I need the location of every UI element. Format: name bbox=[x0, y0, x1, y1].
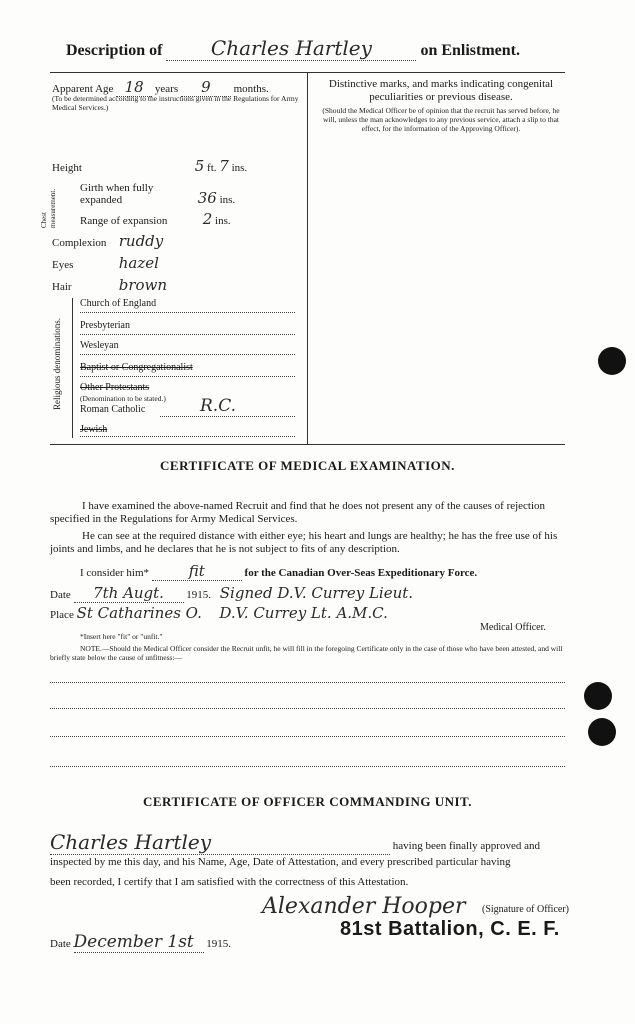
religion-line bbox=[80, 436, 295, 437]
religion-church-of-england: Church of England bbox=[80, 298, 157, 309]
religion-roman-catholic: Roman Catholic bbox=[80, 404, 146, 415]
religion-line bbox=[80, 312, 295, 313]
commanding-heading: CERTIFICATE OF OFFICER COMMANDING UNIT. bbox=[143, 794, 472, 809]
religion-line bbox=[80, 354, 295, 355]
apparent-age-row: Apparent Age 18 years 9 months. bbox=[52, 78, 269, 96]
commanding-line1: Charles Hartley having been finally approved and bbox=[50, 830, 540, 854]
religion-line bbox=[160, 416, 295, 417]
medical-place-value: St Catharines O. bbox=[76, 604, 202, 622]
unfit-note: NOTE.—Should the Medical Officer consider the Recruit unfit, he will fill in the foregoing Certificate only in the case of those who have been attested, and will briefly state below the cause of unfitness:— bbox=[50, 644, 563, 662]
religion-wesleyan: Wesleyan bbox=[80, 340, 119, 351]
range-value: 2 bbox=[202, 210, 213, 228]
religion-jewish: Jewish bbox=[80, 424, 108, 435]
religion-presbyterian: Presbyterian bbox=[80, 320, 130, 331]
title-suffix: on Enlistment. bbox=[420, 42, 521, 59]
religion-rc-value: R.C. bbox=[200, 396, 237, 416]
commanding-line3: been recorded, I certify that I am satisfied with the correctness of this Attestation. bbox=[50, 876, 409, 888]
medical-para2: He can see at the required distance with either eye; his heart and lungs are healthy; he has the free use of his joints and limbs, and he declares that he is not subject to fits of any description. bbox=[50, 530, 558, 555]
title-prefix: Description of bbox=[66, 42, 163, 59]
hair-row: Hair brown bbox=[52, 276, 168, 294]
column-divider bbox=[307, 72, 308, 444]
religion-baptist: Baptist or Congregationalist bbox=[80, 362, 193, 373]
height-in-value: 7 bbox=[219, 157, 229, 175]
girth-value: 36 bbox=[197, 189, 217, 207]
medical-signed: Signed D.V. Currey Lieut. bbox=[219, 584, 414, 602]
consider-row: I consider him* fit for the Canadian Over-Seas Expeditionary Force. bbox=[80, 562, 478, 580]
insert-note: *Insert here "fit" or "unfit." bbox=[80, 632, 163, 641]
chest-side-label: Chest measurement. bbox=[40, 188, 57, 228]
range-row: Range of expansion 2 ins. bbox=[80, 210, 231, 228]
complexion-row: Complexion ruddy bbox=[52, 232, 164, 250]
age-note: (To be determined according to the instructions given in the Regulations for Army Medical Services.) bbox=[52, 94, 299, 112]
recruit-name: Charles Hartley bbox=[166, 36, 416, 61]
commanding-date-row: Date December 1st 1915. bbox=[50, 932, 232, 952]
medical-date-row: Date 7th Augt. 1915. Signed D.V. Currey Lieut. bbox=[50, 584, 414, 602]
distinctive-marks-note: (Should the Medical Officer be of opinion that the recruit has served before, he will, unless the man acknowledges to any previous service, attach a slip to that effect, for the information of the Approving Officer). bbox=[322, 106, 560, 133]
signature-label: (Signature of Officer) bbox=[482, 904, 570, 915]
hair-value: brown bbox=[118, 276, 168, 294]
frame-bottom bbox=[50, 444, 565, 445]
unfitness-line bbox=[50, 766, 565, 767]
eyes-row: Eyes hazel bbox=[52, 254, 159, 272]
height-row: Height 5 ft. 7 ins. bbox=[52, 157, 248, 175]
medical-officer-signature: D.V. Currey Lt. A.M.C. bbox=[219, 604, 388, 622]
religion-side-label: Religious denominations. bbox=[52, 318, 62, 410]
eyes-value: hazel bbox=[118, 254, 159, 272]
age-months-value: 9 bbox=[181, 78, 231, 97]
religion-other: Other Protestants bbox=[80, 382, 150, 393]
medical-para1: I have examined the above-named Recruit and find that he does not present any of the causes of rejection specified in the Regulations for Army Medical Services. bbox=[50, 500, 546, 525]
unfitness-line bbox=[50, 708, 565, 709]
unfitness-line bbox=[50, 736, 565, 737]
medical-officer-label: Medical Officer. bbox=[480, 622, 546, 633]
unfitness-line bbox=[50, 682, 565, 683]
commanding-name-value: Charles Hartley bbox=[50, 830, 390, 855]
religion-bracket bbox=[72, 298, 73, 438]
punch-hole bbox=[588, 718, 616, 746]
commanding-line2: inspected by me this day, and his Name, Age, Date of Attestation, and every prescribed particular having bbox=[50, 856, 511, 868]
page-title bbox=[66, 36, 586, 64]
punch-hole bbox=[598, 347, 626, 375]
age-years-value: 18 bbox=[116, 78, 152, 97]
religion-line bbox=[80, 376, 295, 377]
commanding-date-value: December 1st bbox=[74, 932, 204, 953]
medical-date-value: 7th Augt. bbox=[74, 584, 184, 603]
religion-line bbox=[80, 334, 295, 335]
battalion-stamp: 81st Battalion, C. E. F. bbox=[340, 918, 560, 940]
punch-hole bbox=[584, 682, 612, 710]
complexion-value: ruddy bbox=[118, 232, 164, 250]
distinctive-marks-heading: Distinctive marks, and marks indicating congenital peculiarities or previous disease. bbox=[328, 78, 554, 103]
consider-value: fit bbox=[152, 562, 242, 581]
religion-other-note: (Denomination to be stated.) bbox=[80, 394, 166, 403]
height-ft-value: 5 bbox=[194, 157, 205, 175]
medical-heading: CERTIFICATE OF MEDICAL EXAMINATION. bbox=[160, 458, 455, 473]
girth-row: Girth when fully expanded 36 ins. bbox=[80, 182, 236, 207]
commanding-signature: Alexander Hooper bbox=[262, 894, 466, 919]
medical-place-row: Place St Catharines O. D.V. Currey Lt. A.M.C. bbox=[50, 604, 388, 622]
